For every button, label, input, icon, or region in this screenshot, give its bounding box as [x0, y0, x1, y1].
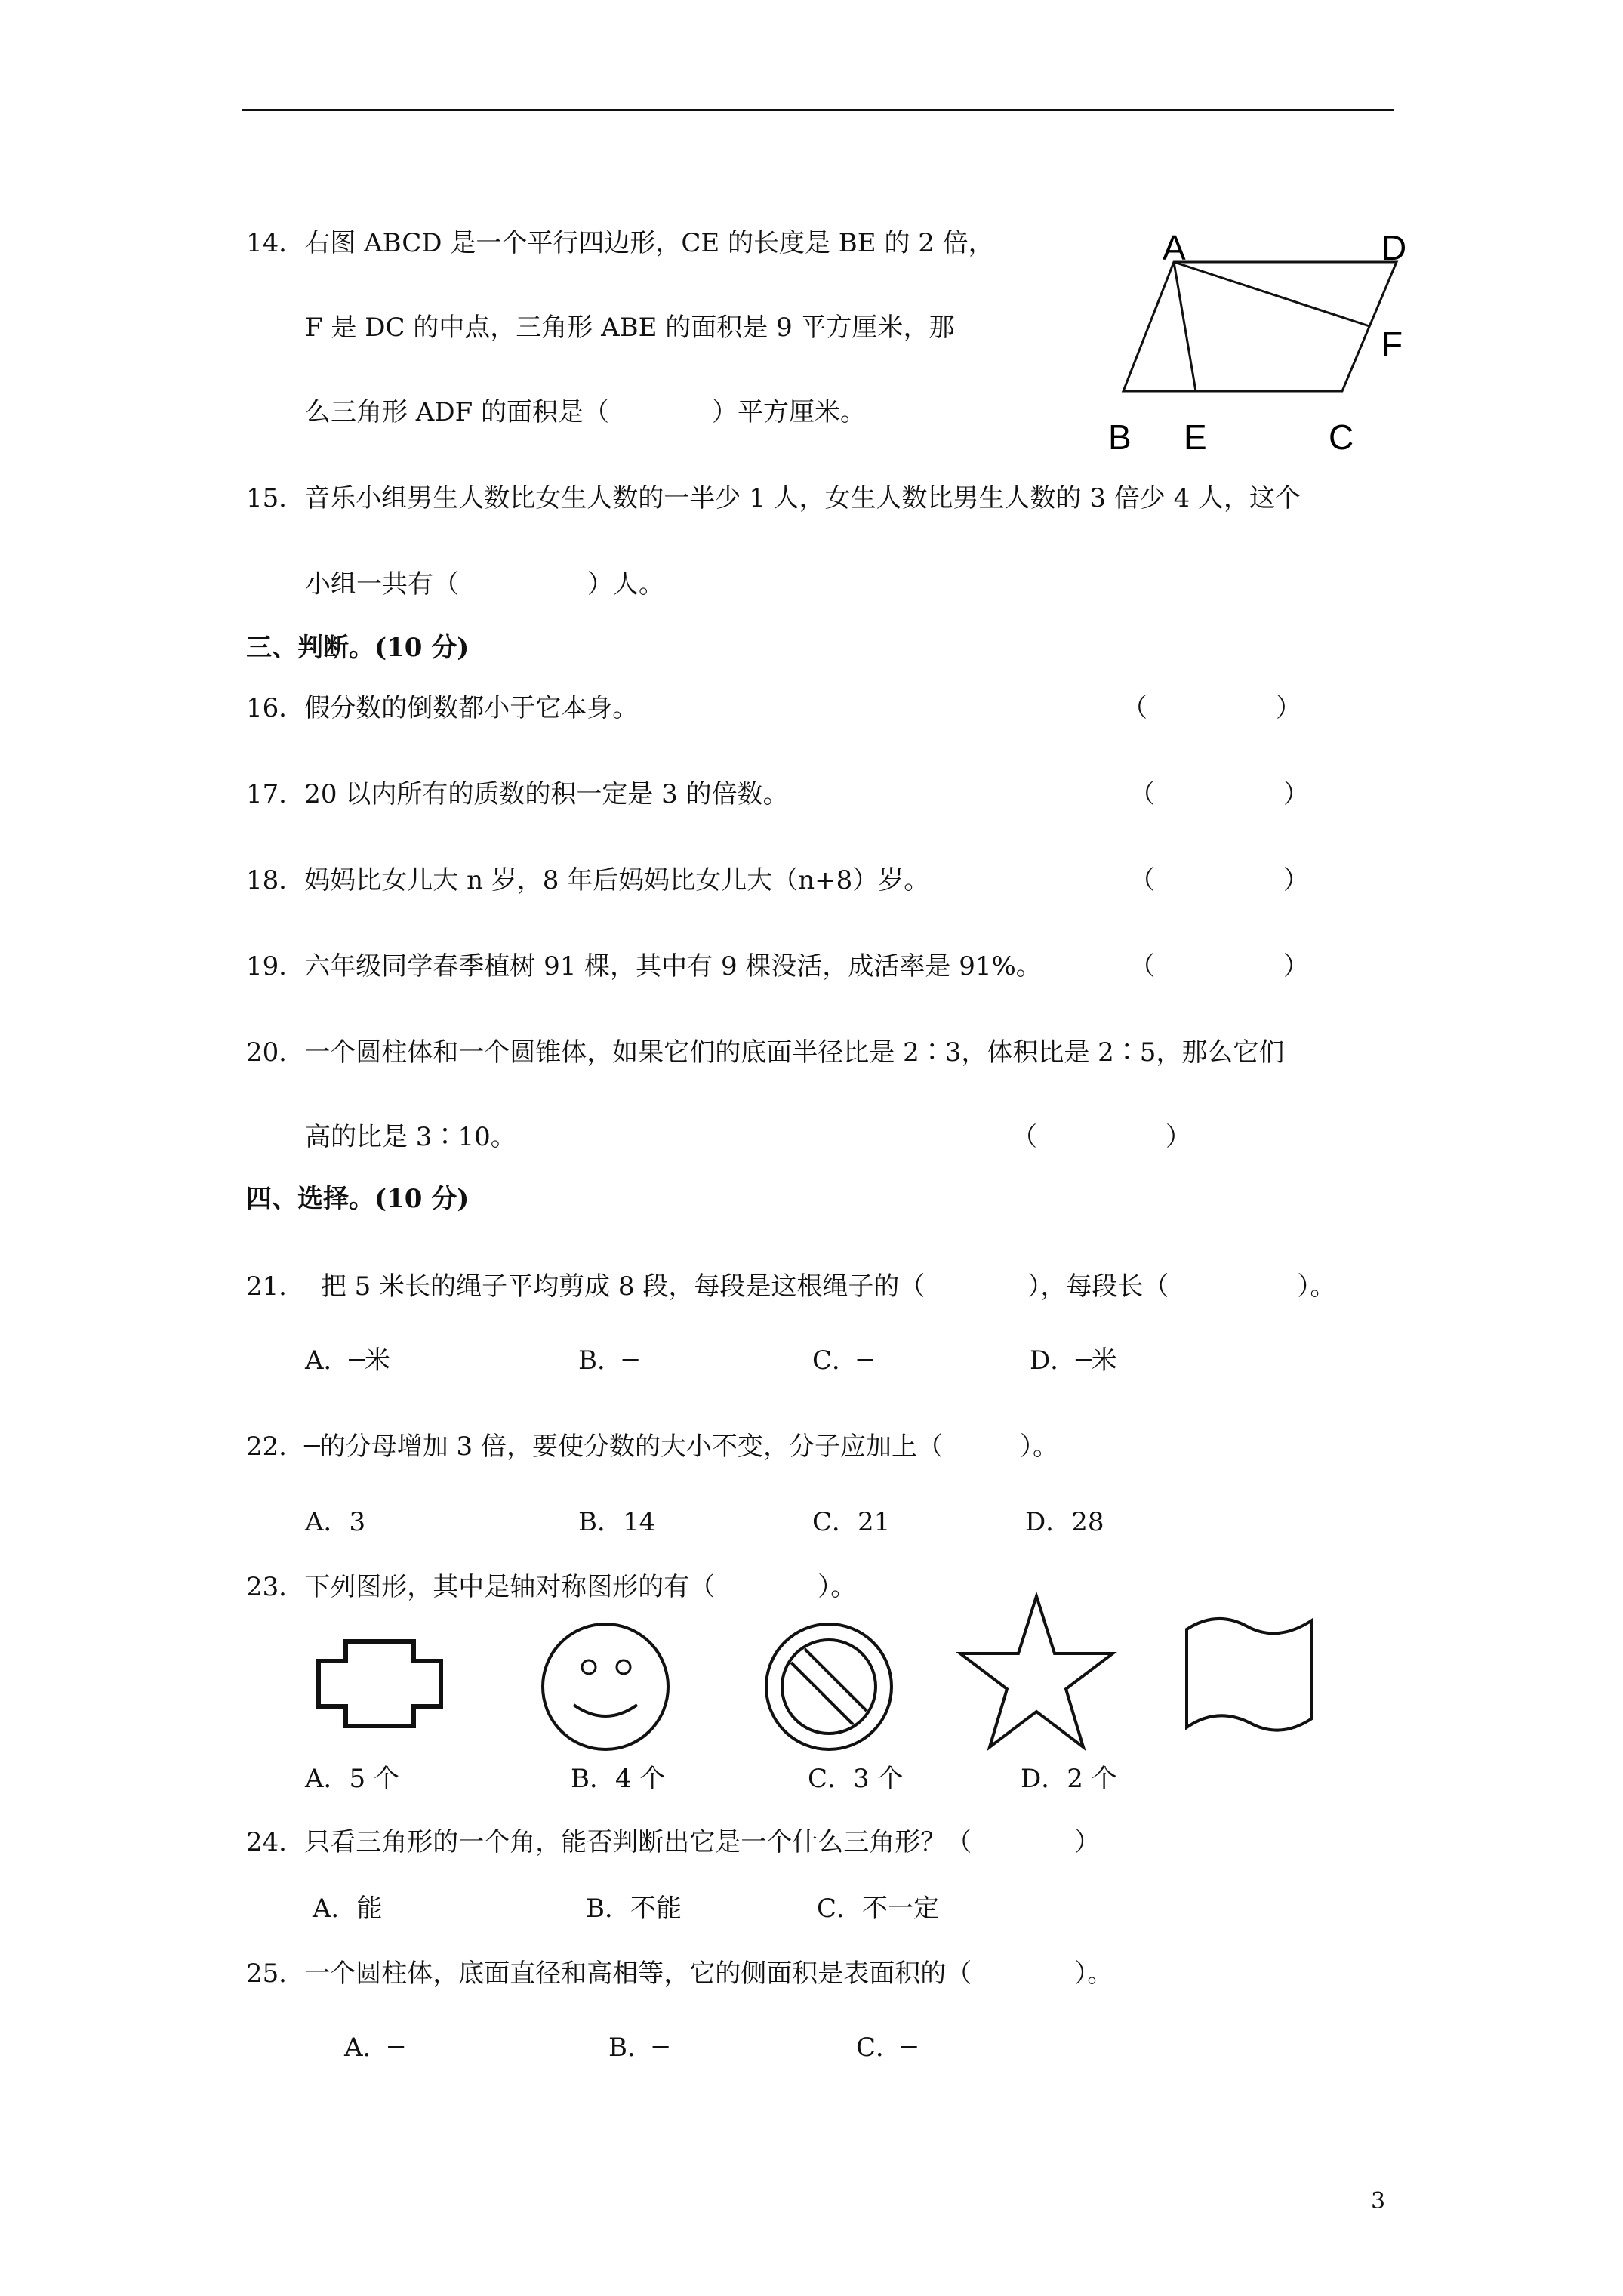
q23-option-b: B．4 个: [571, 1764, 666, 1794]
q17-blank: （ ）: [1129, 779, 1309, 809]
label-d: D: [1381, 228, 1407, 267]
q20-line2: 高的比是 3∶10。: [305, 1122, 516, 1152]
parallelogram-figure: [1102, 227, 1419, 457]
section3-title: 三、判断。(10 分): [246, 633, 470, 663]
q20-blank: （ ）: [1012, 1122, 1191, 1152]
q19-text: 19．六年级同学春季植树 91 棵，其中有 9 棵没活，成活率是 91%。: [246, 951, 1042, 982]
q22-option-b: B．14: [578, 1507, 656, 1537]
page-number: 3: [1371, 2188, 1386, 2214]
star-shape: [957, 1593, 1116, 1752]
q18-text: 18．妈妈比女儿大 n 岁，8 年后妈妈比女儿大（n+8）岁。: [246, 865, 930, 895]
q25-option-a: A．─: [344, 2032, 405, 2063]
q15-line2: 小组一共有（ ）人。: [305, 569, 664, 599]
q22-text: 22．─的分母增加 3 倍，要使分数的大小不变，分子应加上（ ）。: [246, 1432, 1058, 1462]
q14-line2: F 是 DC 的中点，三角形 ABE 的面积是 9 平方厘米，那: [305, 313, 955, 343]
q16-text: 16．假分数的倒数都小于它本身。: [246, 693, 639, 723]
q25-text: 25．一个圆柱体，底面直径和高相等，它的侧面积是表面积的（ ）。: [246, 1959, 1113, 1989]
q21-option-d: D．─米: [1030, 1345, 1117, 1376]
q25-option-c: C．─: [856, 2032, 917, 2063]
flag-shape: [1182, 1613, 1318, 1741]
q24-option-a: A．能: [313, 1894, 383, 1924]
q22-option-c: C．21: [812, 1507, 891, 1537]
q19-blank: （ ）: [1129, 951, 1309, 982]
q22-option-d: D．28: [1025, 1507, 1104, 1537]
q24-option-c: C．不一定: [817, 1894, 940, 1924]
label-a: A: [1163, 228, 1186, 267]
q21-option-c: C．─: [812, 1345, 873, 1376]
q16-blank: （ ）: [1122, 693, 1301, 723]
q23-text: 23．下列图形，其中是轴对称图形的有（ ）。: [246, 1572, 857, 1602]
header-rule: [242, 109, 1394, 111]
label-f: F: [1381, 325, 1403, 364]
q14-line1: 14．右图 ABCD 是一个平行四边形，CE 的长度是 BE 的 2 倍，: [246, 228, 994, 258]
q21-text: 21． 把 5 米长的绳子平均剪成 8 段，每段是这根绳子的（ ），每段长（ ）。: [246, 1271, 1336, 1302]
q20-line1: 20．一个圆柱体和一个圆锥体，如果它们的底面半径比是 2∶3，体积比是 2∶5，那么它们: [246, 1037, 1285, 1068]
q15-line1: 15．音乐小组男生人数比女生人数的一半少 1 人，女生人数比男生人数的 3 倍少 4 人，这个: [246, 483, 1301, 513]
q24-option-b: B．不能: [586, 1894, 682, 1924]
label-c: C: [1329, 418, 1354, 457]
q24-text: 24．只看三角形的一个角，能否判断出它是一个什么三角形？（ ）: [246, 1827, 1101, 1857]
segment-af: [1174, 262, 1369, 326]
q23-option-a: A．5 个: [305, 1764, 399, 1794]
q25-option-b: B．─: [608, 2032, 669, 2063]
no-sign-shape: [762, 1620, 895, 1753]
q14-line3: 么三角形 ADF 的面积是（ ）平方厘米。: [305, 397, 867, 427]
q22-option-a: A．3: [305, 1507, 366, 1537]
label-b: B: [1108, 418, 1132, 457]
cross-shape: [316, 1638, 444, 1729]
q23-option-c: C．3 个: [808, 1764, 904, 1794]
q21-option-b: B．─: [578, 1345, 639, 1376]
q21-option-a: A．─米: [305, 1345, 391, 1376]
section4-title: 四、选择。(10 分): [246, 1184, 470, 1214]
label-e: E: [1184, 418, 1207, 457]
segment-ae: [1174, 262, 1196, 391]
q18-blank: （ ）: [1129, 865, 1309, 895]
parallelogram-abcd: [1123, 262, 1397, 391]
smiley-face-shape: [539, 1620, 672, 1753]
q17-text: 17．20 以内所有的质数的积一定是 3 的倍数。: [246, 779, 789, 809]
q23-option-d: D．2 个: [1021, 1764, 1117, 1794]
